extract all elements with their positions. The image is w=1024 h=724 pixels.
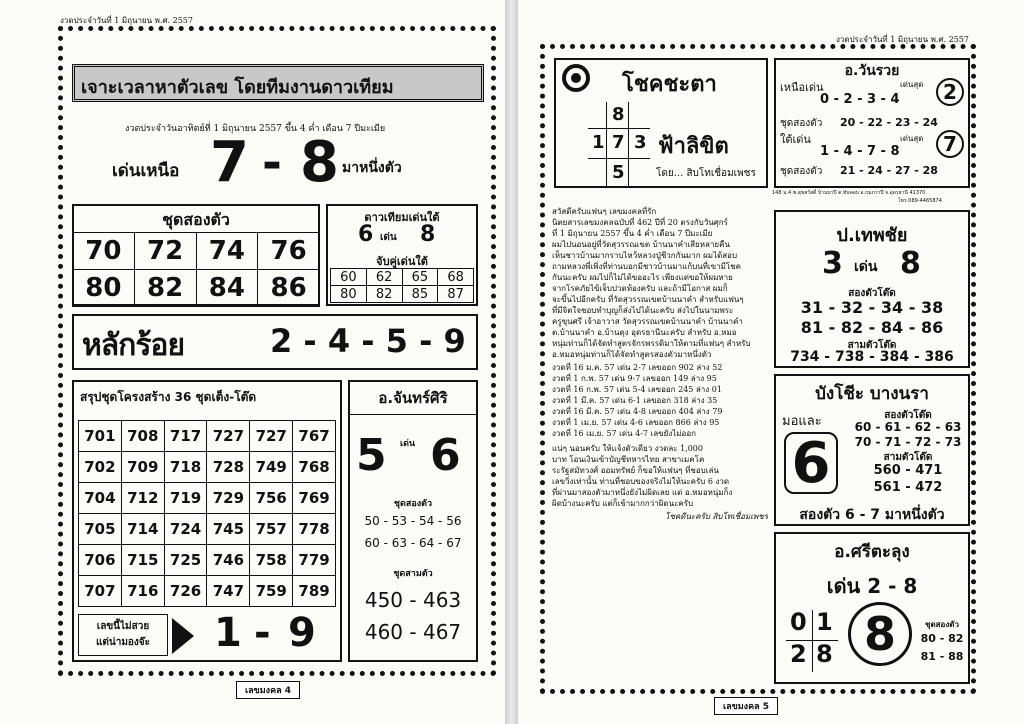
pair-cell: 85: [402, 286, 438, 303]
pair-cell: 68: [438, 269, 474, 286]
team-banner: [72, 64, 484, 102]
hundreds-box: [72, 314, 478, 370]
pair-cell: 87: [438, 286, 474, 303]
article-line: สวัสดีครับแฟนๆ เลขมงคลที่รัก: [552, 207, 657, 216]
sri-two-title: ชุดสองตัว: [925, 620, 959, 629]
article-line: หนุ่มท่านก็ได้จัดทำสูตรจักรพรรดิมาให้ตามที่แฟนๆ สำหรับ: [552, 339, 751, 348]
article-line: ที่ผ่านมาสองตัวมาหนึ่งยังไม่ผิดเลย แต่ อ.หมอหนุ่มก็ง: [552, 488, 733, 497]
two-set-cell: 84: [196, 270, 258, 307]
summary-cell: 719: [164, 483, 207, 514]
summary-cell: 778: [293, 514, 336, 545]
lead-number-2: 8: [300, 130, 339, 195]
two-digit-set-title: ชุดสองตัว: [162, 210, 230, 229]
right-page-footer: เลขมงคล 5: [714, 697, 778, 715]
summary-cell: 756: [250, 483, 293, 514]
summary-row: [79, 576, 336, 607]
win-north-numbers: 0 - 2 - 3 - 4: [820, 92, 900, 107]
win-two-1-label: ชุดสองตัว: [780, 118, 823, 129]
summary-cell: 712: [121, 483, 164, 514]
ugly-line-2: แต่น่ามองจ๊ะ: [95, 637, 151, 648]
summary-cell: 745: [207, 514, 250, 545]
two-set-cell: 86: [258, 270, 320, 307]
win-two-1: 20 - 22 - 23 - 24: [840, 116, 938, 129]
fa-author: โดย... สิบโทเชื่อมเพชร: [656, 168, 756, 179]
summary-cell: 727: [207, 421, 250, 452]
sri-ta-lung-title: อ.ศรีตะลุง: [834, 542, 910, 562]
chan-mid: เด่น: [400, 439, 416, 449]
summary-cell: 714: [121, 514, 164, 545]
article-line: ต.บ้านนาคำ อ.บ้านดุง อุดรธานีนะครับ สำหรับ อ.หมอ: [552, 328, 737, 337]
article-line: ที่มีจิตใจชอบทำบุญก็ส่งไปได้นะครับ ส่งไปในนามพระ: [552, 306, 734, 315]
result-line: งวดที่ 16 ก.พ. 57 เด่น 5-4 เลขออก 245 ล่าง 01: [552, 385, 722, 394]
lead-number-1: 7: [210, 130, 249, 195]
summary-cell: 746: [207, 545, 250, 576]
bang-three-1: 560 - 471: [873, 463, 943, 478]
summary-cell: 727: [250, 421, 293, 452]
two-set-cell: 76: [258, 233, 320, 270]
win-bottom-label: เด่นสุด: [900, 134, 924, 143]
arrow-right-icon: [172, 618, 194, 654]
fate-box: [554, 58, 768, 188]
pair-cell: 82: [366, 286, 402, 303]
summary-row: [79, 514, 336, 545]
article-line: ผิดบ้างนะครับ แต่ก็เข้ามากกว่าผิดนะครับ: [552, 499, 694, 508]
pair-cell: 65: [402, 269, 438, 286]
cross-left: 1: [592, 132, 605, 153]
article-line: ครูขุนศรี เจ้าอาวาส วัดสุวรรณเขตบ้านนาคำ บ้านนาคำ: [552, 317, 743, 326]
bang-bottom-line: สองตัว 6 - 7 มาหนึ่งตัว: [799, 507, 945, 523]
bang-three-2: 561 - 472: [873, 480, 943, 495]
win-address: 148 ม.4 ซ.สุขสวัสดิ์ บ้านบาปี ต.ทับคอบ อ.กุมภวาปี จ.อุดรธานี 41370: [772, 190, 926, 196]
chan-three-1: 450 - 463: [364, 588, 462, 612]
right-page-header: งวดประจำวันที่ 1 มิถุนายน พ.ศ. 2557: [836, 35, 969, 44]
article-line: ผมไปนอนอยู่ที่วัดสุวรรณเขต บ้านนาคำเสียหลายคืน: [552, 240, 730, 249]
chan-number-a: 5: [356, 430, 387, 481]
summary-box: [72, 380, 342, 662]
thep-chai-box: [774, 210, 970, 368]
bang-two-title: สองตัวโต๊ด: [884, 410, 932, 421]
ugly-line-1: เลขนี้ไม่สวย: [96, 621, 150, 632]
satellite-mid: เด่น: [380, 232, 397, 243]
summary-row: [79, 421, 336, 452]
two-set-cell: 74: [196, 233, 258, 270]
pair-grid: [330, 268, 474, 303]
win-north-label: เหนือเด่น: [780, 81, 824, 94]
result-line: งวดที่ 16 มี.ค. 57 เด่น 4-8 เลขออก 404 ล่าง 79: [552, 407, 723, 416]
two-set-cell: 82: [134, 270, 196, 307]
bang-nara-box: [774, 374, 970, 526]
summary-cell: 701: [79, 421, 122, 452]
draw-date-line: งวดประจำวันอาทิตย์ที่ 1 มิถุนายน 2557 ขึ้น 4 ค่ำ เดือน 7 ปีมะเมีย: [125, 124, 386, 134]
summary-cell: 724: [164, 514, 207, 545]
summary-cell: 715: [121, 545, 164, 576]
left-page-header: งวดประจำวันที่ 1 มิถุนายน พ.ศ. 2557: [60, 16, 193, 25]
win-two-2-label: ชุดสองตัว: [780, 166, 823, 177]
summary-cell: 759: [250, 576, 293, 607]
summary-cell: 779: [293, 545, 336, 576]
bang-two-2: 70 - 71 - 72 - 73: [854, 435, 962, 449]
chan-two-title: ชุดสองตัว: [393, 499, 433, 509]
lead-label: เด่นเหนือ: [112, 161, 180, 181]
fa-title: ฟ้าลิขิต: [658, 134, 729, 159]
article-line: เห็นชาวบ้านมากราบไหว้หลวงปู่ชีวกกันมาก ผมได้สอบ: [552, 251, 738, 260]
bang-mon-label: มอและ: [782, 414, 822, 429]
summary-row: [79, 483, 336, 514]
summary-cell: 747: [207, 576, 250, 607]
summary-cell: 769: [293, 483, 336, 514]
summary-cell: 705: [79, 514, 122, 545]
satellite-number-b: 8: [420, 222, 436, 247]
book-gutter: [505, 0, 518, 724]
cross-middle: 7: [612, 132, 625, 153]
satellite-south-box: [326, 204, 478, 306]
thep-number-a: 3: [822, 246, 843, 281]
article-sign: โชคดีนะครับ สิบโทเชื่อมเพชร: [665, 512, 768, 521]
win-ruay-title: อ.วันรวย: [844, 63, 900, 79]
thep-two-1: 31 - 32 - 34 - 38: [800, 298, 944, 317]
article-line: จากโรคภัยไข้เจ็บปวดท้องครับ และถ้ามีโอกาส ผมก็: [552, 284, 728, 293]
chan-siri-title: อ.จันทร์ศิริ: [350, 386, 476, 415]
summary-title: สรุปชุดโครงสร้าง 36 ชุดเต็ง-โต๊ด: [80, 390, 257, 404]
win-tel: โทร.089-4465874: [898, 198, 942, 204]
bang-three-title: สามตัวโต๊ด: [883, 452, 933, 463]
sri-big-number: 8: [848, 602, 912, 666]
summary-row: [79, 452, 336, 483]
sri-lead: เด่น 2 - 8: [826, 574, 918, 598]
result-line: งวดที่ 1 ก.พ. 57 เด่น 9-7 เลขออก 149 ล่าง 95: [552, 374, 717, 383]
logo-swirl-icon: [562, 64, 590, 92]
pair-cell: 80: [331, 286, 367, 303]
summary-cell: 729: [207, 483, 250, 514]
article-line: บาท โอนเงินเข้าบัญชีทหารไทย สาขาเมคโค: [552, 455, 705, 464]
fate-title: โชคชะตา: [622, 72, 717, 97]
hundreds-numbers: 2 - 4 - 5 - 9: [270, 322, 466, 360]
chan-siri-box: [348, 380, 478, 662]
article-line: นิตยสารเลขมงคลฉบับที่ 462 ปีที่ 20 ตรงกับวันศุกร์: [552, 218, 728, 227]
banner-title: เจาะเวลาหาตัวเลข โดยทีมงานดาวเทียม: [81, 77, 394, 98]
thep-three-title: สามตัวโต๊ด: [847, 340, 897, 351]
bang-nara-title: บังโชีะ บางนรา: [815, 384, 929, 404]
article-line: ระรัฐสมัทวงศ์ ออมทรัพย์ ก็ขอให้แฟนๆ ที่ชอบเล่น: [552, 466, 719, 475]
thep-three: 734 - 738 - 384 - 386: [790, 349, 954, 365]
win-ruay-box: [774, 58, 970, 188]
win-south-label: ใต้เด่น: [780, 133, 811, 146]
result-line: งวดที่ 1 มี.ค. 57 เด่น 6-1 เลขออก 318 ล่าง 35: [552, 396, 718, 405]
chan-two-1: 50 - 53 - 54 - 56: [364, 514, 462, 528]
article-line: กันนะครับ ผมไปก็ไม่ได้ขออะไร เพียงแต่ขอให้ผมหาย: [552, 273, 733, 282]
sri-grid-3: 2: [790, 640, 807, 668]
summary-cell: 704: [79, 483, 122, 514]
chan-number-b: 6: [430, 430, 461, 481]
summary-cell: 717: [164, 421, 207, 452]
summary-cell: 767: [293, 421, 336, 452]
two-set-cell: 72: [134, 233, 196, 270]
cross-bottom: 5: [612, 162, 625, 183]
ugly-number-1: 1: [214, 610, 242, 656]
summary-cell: 706: [79, 545, 122, 576]
summary-cell: 708: [121, 421, 164, 452]
two-set-cell: 80: [73, 270, 135, 307]
chan-three-title: ชุดสามตัว: [393, 569, 433, 579]
two-set-cell: 70: [73, 233, 135, 270]
chan-three-2: 460 - 467: [364, 620, 462, 644]
thep-two-title: สองตัวโต๊ด: [848, 288, 896, 299]
thep-number-b: 8: [900, 246, 921, 281]
cross-top: 8: [612, 104, 625, 125]
sri-grid-1: 0: [790, 608, 807, 636]
pair-cell: 60: [331, 269, 367, 286]
sri-two-2: 81 - 88: [920, 650, 964, 663]
pair-cell: 62: [366, 269, 402, 286]
satellite-number-a: 6: [358, 222, 374, 247]
ugly-dash: -: [254, 610, 271, 656]
summary-cell: 789: [293, 576, 336, 607]
satellite-title: ดาวเทียมเด่นใต้: [364, 211, 440, 224]
two-digit-set-grid: [72, 232, 320, 307]
lead-dash: -: [262, 135, 282, 191]
bang-two-1: 60 - 61 - 62 - 63: [854, 420, 962, 434]
left-page-footer: เลขมงคล 4: [236, 681, 300, 699]
left-page: [0, 0, 505, 724]
editor-article: [552, 206, 768, 666]
result-line: งวดที่ 16 เม.ย. 57 เด่น 4-7 เลขยังไม่ออก: [552, 429, 696, 438]
result-line: งวดที่ 1 เม.ย. 57 เด่น 4-6 เลขออก 866 ล่าง 95: [552, 418, 720, 427]
summary-cell: 757: [250, 514, 293, 545]
right-page: [518, 0, 1024, 724]
result-line: งวดที่ 16 ม.ค. 57 เด่น 2-7 เลขออก 902 ล่าง 52: [552, 363, 723, 372]
thep-chai-title: ป.เทพชัย: [836, 225, 908, 246]
win-south-numbers: 1 - 4 - 7 - 8: [820, 144, 900, 159]
cross-right: 3: [634, 132, 647, 153]
two-digit-set-box: [72, 204, 320, 306]
summary-cell: 749: [250, 452, 293, 483]
sri-grid-2: 1: [816, 608, 833, 636]
summary-cell: 702: [79, 452, 122, 483]
summary-cell: 768: [293, 452, 336, 483]
sri-two-1: 80 - 82: [920, 632, 964, 645]
chan-two-2: 60 - 63 - 64 - 67: [364, 536, 462, 550]
summary-cell: 709: [121, 452, 164, 483]
pair-title: จับคู่เด่นใต้: [376, 255, 428, 268]
sri-ta-lung-box: [774, 532, 970, 684]
summary-cell: 716: [121, 576, 164, 607]
article-line: ที่ 1 มิถุนายน 2557 ขึ้น 4 ค่ำ เดือน 7 ปีมะเมีย: [552, 229, 713, 238]
sri-grid-4: 8: [816, 640, 833, 668]
article-line: เลขวิ่งเท่านั้น ท่านที่ชอบของจริงไม่ให้นะครับ 6 งวด: [552, 477, 730, 486]
thep-two-2: 81 - 82 - 84 - 86: [800, 318, 944, 337]
win-two-2: 21 - 24 - 27 - 28: [840, 164, 938, 177]
summary-grid: [78, 420, 336, 607]
article-line: อ.หมอหนุ่มท่านก็ได้จัดทำสูตรสองตัวมาหนึ่งตัว: [552, 350, 712, 359]
article-line: ถามหลวงพี่เพิ่งที่ท่านบอกมีชาวบ้านมาแก้บนที่เขามีโชค: [552, 262, 741, 271]
hundreds-label: หลักร้อย: [82, 328, 185, 363]
article-line: จะขึ้นไปอีกครับ ที่วัดสุวรรณเขตบ้านนาคำ สำหรับแฟนๆ: [552, 295, 744, 304]
bang-big-number: 6: [784, 432, 838, 494]
thep-mid: เด่น: [854, 259, 878, 275]
ugly-number-2: 9: [288, 610, 316, 656]
summary-row: [79, 545, 336, 576]
summary-cell: 725: [164, 545, 207, 576]
win-top-label: เด่นสุด: [900, 80, 924, 89]
article-line: แน่ๆ นอนครับ ให้แจ้งตัวเดียว งวดละ 1,000: [552, 444, 703, 453]
summary-cell: 726: [164, 576, 207, 607]
summary-cell: 758: [250, 545, 293, 576]
summary-cell: 728: [207, 452, 250, 483]
lead-suffix: มาหนึ่งตัว: [342, 160, 402, 176]
ugly-note-box: [78, 614, 168, 656]
summary-cell: 707: [79, 576, 122, 607]
summary-cell: 718: [164, 452, 207, 483]
win-bottom-number: 7: [936, 130, 964, 158]
win-top-number: 2: [936, 78, 964, 106]
